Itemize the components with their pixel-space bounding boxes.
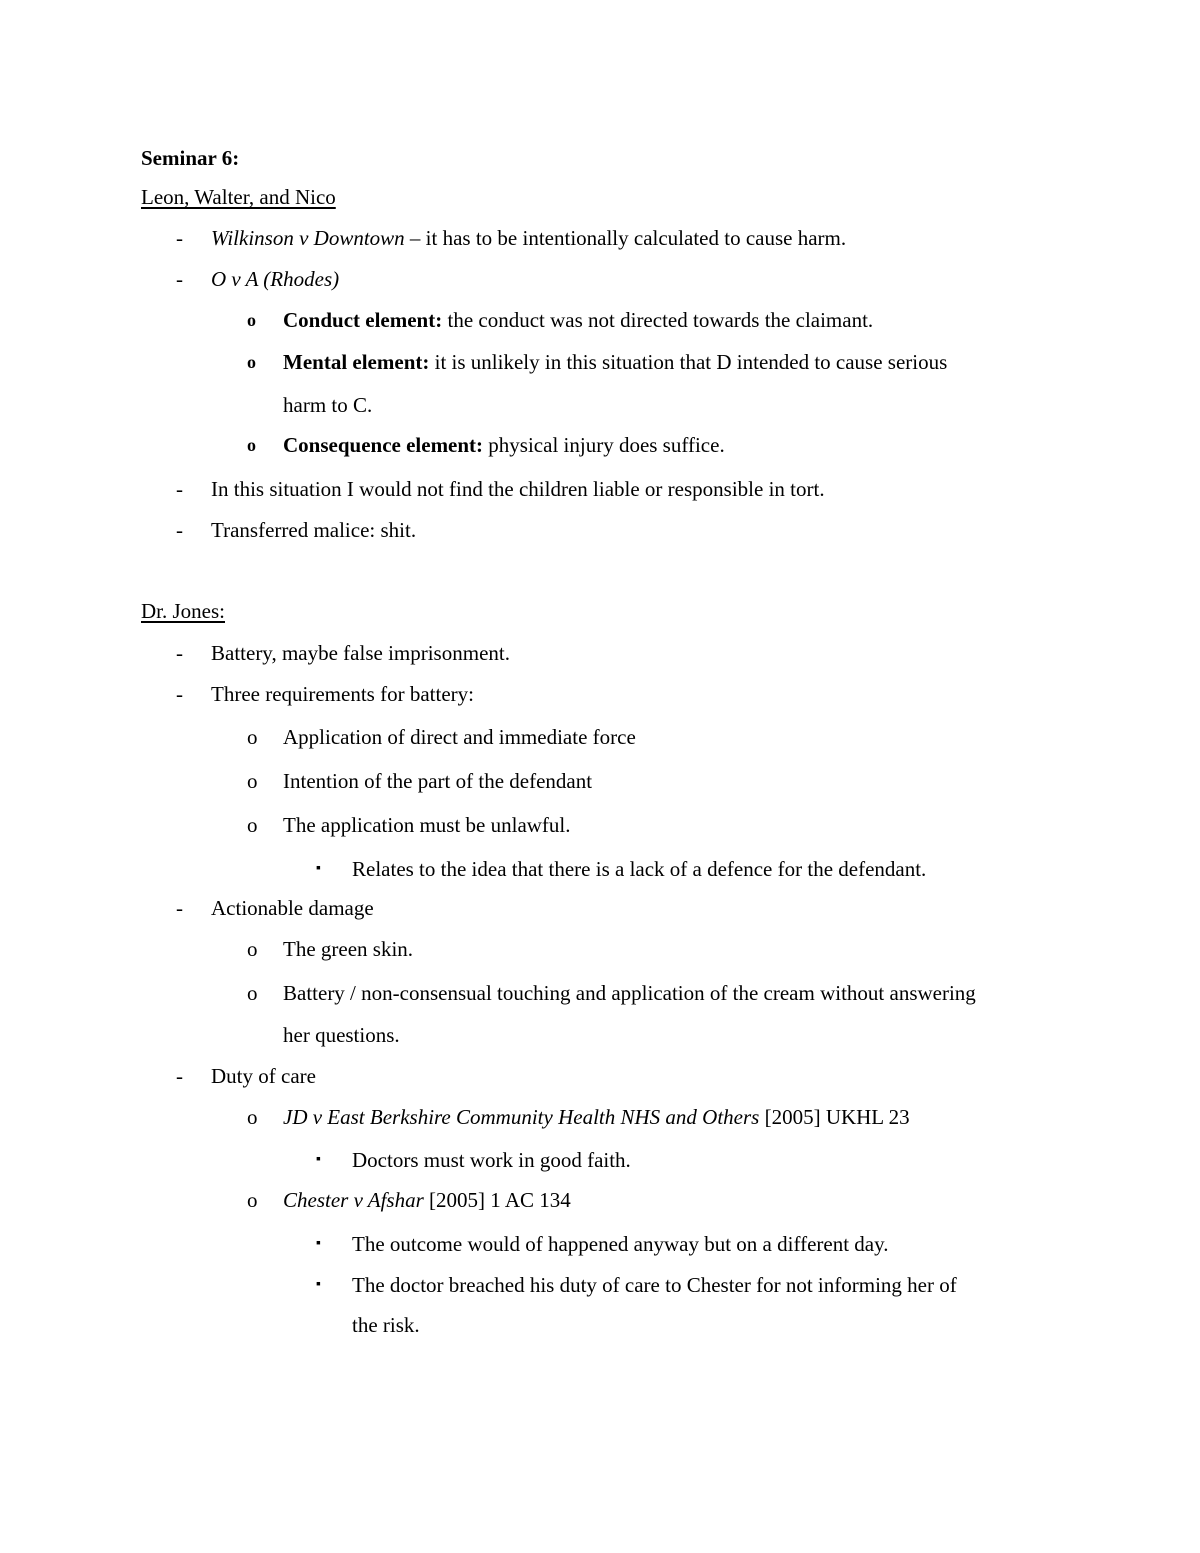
- list-item: Transferred malice: shit.: [211, 518, 417, 542]
- dash-bullet: -: [176, 226, 183, 250]
- page-title: Seminar 6:: [141, 146, 240, 170]
- list-item: In this situation I would not find the children liable or responsible in tort.: [211, 477, 825, 501]
- list-item: [283, 1187, 571, 1213]
- list-item: [283, 307, 873, 333]
- square-bullet: ▪: [316, 1152, 321, 1167]
- case-name: O v A (Rhodes): [211, 267, 340, 291]
- list-item: [283, 432, 725, 458]
- dash-bullet: -: [176, 518, 183, 542]
- list-item: [283, 349, 947, 375]
- circle-bullet: o: [247, 769, 258, 793]
- circle-bullet: o: [247, 1188, 258, 1212]
- dash-bullet: -: [176, 267, 183, 291]
- element-label: Mental element:: [283, 350, 430, 374]
- item-text-continuation: the risk.: [352, 1313, 420, 1337]
- dash-bullet: -: [176, 896, 183, 920]
- list-item: Battery, maybe false imprisonment.: [211, 641, 510, 665]
- item-text: the conduct was not directed towards the claimant.: [442, 308, 874, 332]
- list-item: [211, 225, 846, 251]
- square-bullet: ▪: [316, 1277, 321, 1292]
- list-item: The outcome would of happened anyway but on a different day.: [352, 1232, 889, 1256]
- circle-bullet: o: [247, 813, 258, 837]
- list-item: [283, 1104, 910, 1130]
- circle-bullet: o: [247, 1105, 258, 1129]
- list-item: Battery / non-consensual touching and application of the cream without answering: [283, 981, 976, 1005]
- dash-bullet: -: [176, 641, 183, 665]
- list-item: The green skin.: [283, 937, 414, 961]
- circle-bullet: o: [247, 435, 256, 455]
- list-item: Doctors must work in good faith.: [352, 1148, 631, 1172]
- case-citation: [2005] 1 AC 134: [423, 1188, 571, 1212]
- item-text-continuation: harm to C.: [283, 393, 373, 417]
- list-item: Actionable damage: [211, 896, 374, 920]
- list-item: The application must be unlawful.: [283, 813, 571, 837]
- case-name: JD v East Berkshire Community Health NHS and Others: [283, 1105, 760, 1129]
- list-item: Three requirements for battery:: [211, 682, 474, 706]
- item-text-continuation: her questions.: [283, 1023, 400, 1047]
- list-item: Relates to the idea that there is a lack of a defence for the defendant.: [352, 857, 927, 881]
- circle-bullet: o: [247, 352, 256, 372]
- item-text: – it has to be intentionally calculated to cause harm.: [404, 226, 847, 250]
- item-text: it is unlikely in this situation that D intended to cause serious: [429, 350, 948, 374]
- list-item: Duty of care: [211, 1064, 316, 1088]
- list-item: The doctor breached his duty of care to Chester for not informing her of: [352, 1273, 957, 1297]
- element-label: Conduct element:: [283, 308, 443, 332]
- circle-bullet: o: [247, 937, 258, 961]
- list-item: Application of direct and immediate force: [283, 725, 636, 749]
- case-citation: [2005] UKHL 23: [759, 1105, 910, 1129]
- square-bullet: ▪: [316, 861, 321, 876]
- square-bullet: ▪: [316, 1236, 321, 1251]
- circle-bullet: o: [247, 310, 256, 330]
- section-title-group1: Leon, Walter, and Nico: [141, 185, 336, 209]
- circle-bullet: o: [247, 725, 258, 749]
- element-label: Consequence element:: [283, 433, 484, 457]
- list-item: Intention of the part of the defendant: [283, 769, 593, 793]
- case-name: Wilkinson v Downtown: [211, 226, 405, 250]
- section-title-group2: Dr. Jones:: [141, 599, 225, 623]
- circle-bullet: o: [247, 981, 258, 1005]
- case-name: Chester v Afshar: [283, 1188, 424, 1212]
- item-text: physical injury does suffice.: [483, 433, 725, 457]
- dash-bullet: -: [176, 682, 183, 706]
- dash-bullet: -: [176, 477, 183, 501]
- dash-bullet: -: [176, 1064, 183, 1088]
